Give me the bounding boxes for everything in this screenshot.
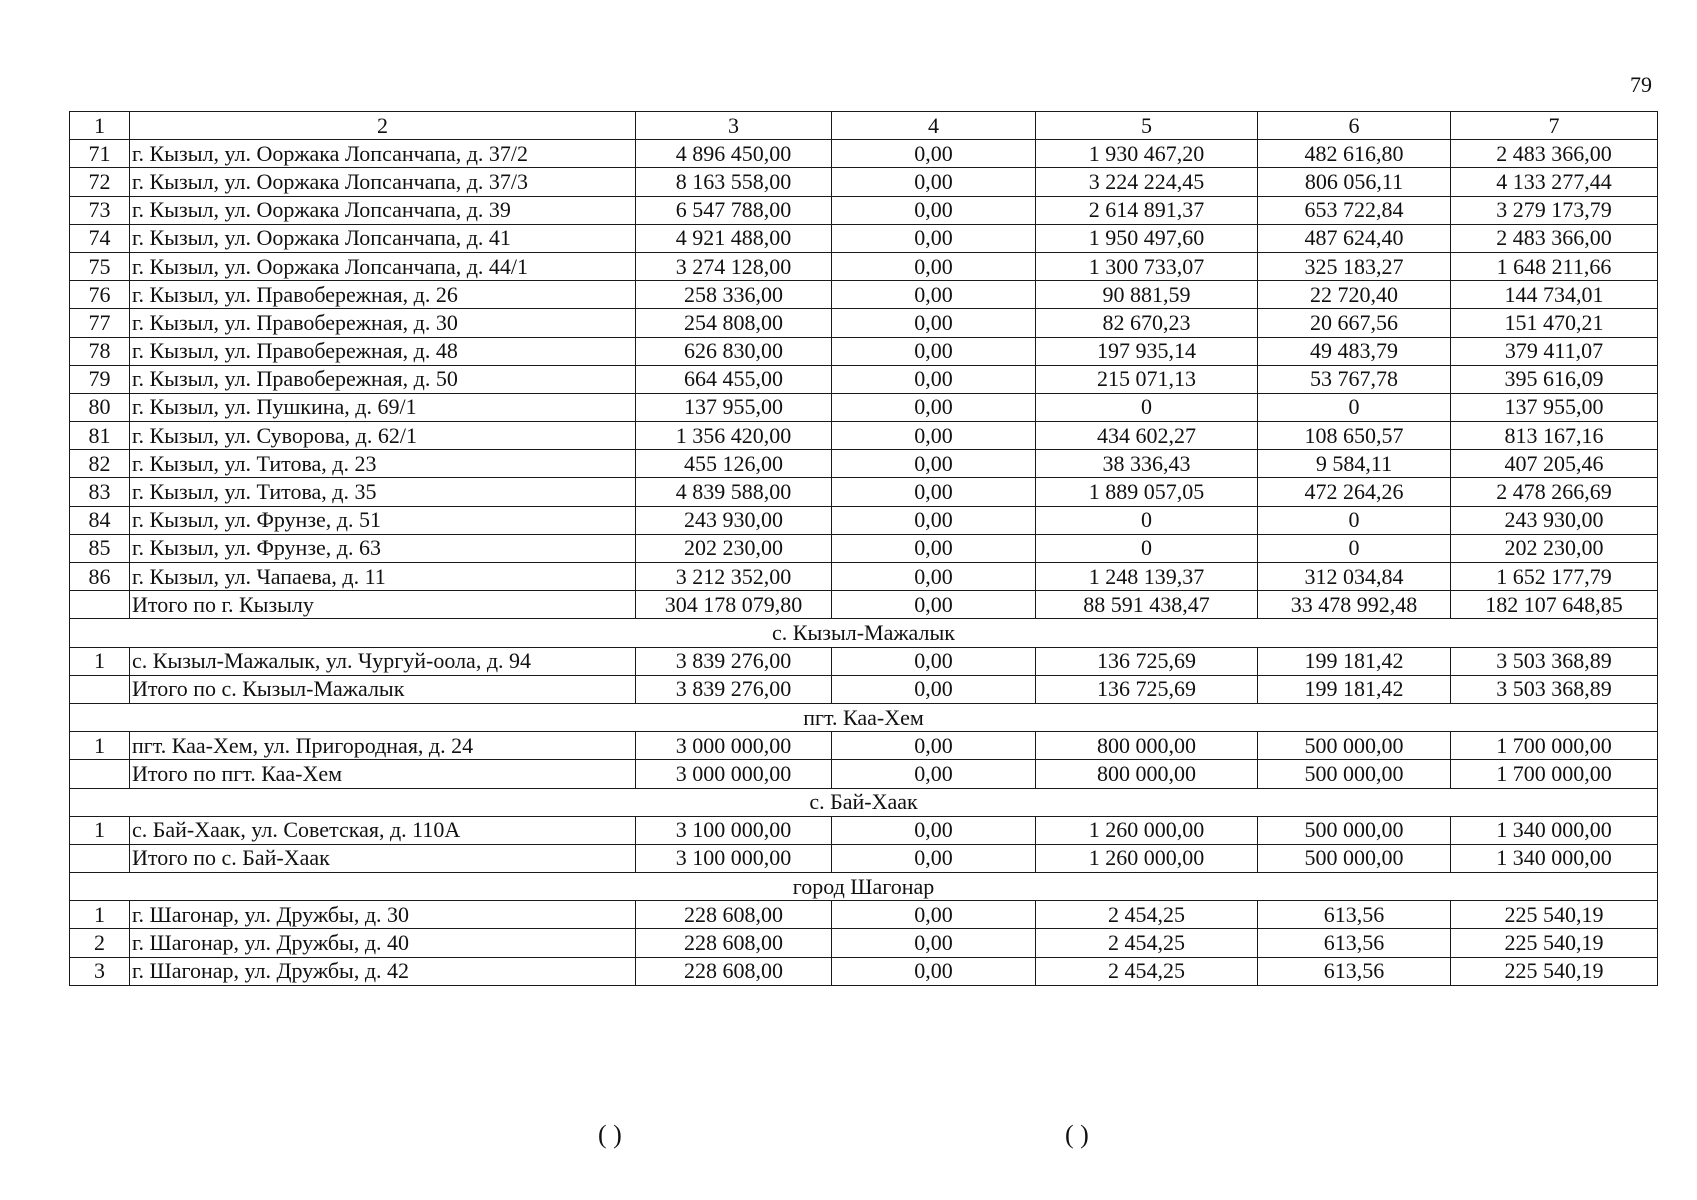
- col5-cell: 1 930 467,20: [1036, 140, 1258, 168]
- footer-mark-left: ( ): [598, 1120, 622, 1149]
- col3-cell: 8 163 558,00: [636, 168, 832, 196]
- col5-cell: 1 300 733,07: [1036, 252, 1258, 280]
- col6-cell: 49 483,79: [1258, 337, 1451, 365]
- row-number-cell: 74: [70, 224, 130, 252]
- table-row: [70, 252, 1658, 280]
- row-number-cell: 1: [70, 647, 130, 675]
- col3-cell: 243 930,00: [636, 506, 832, 534]
- col4-cell: 0,00: [832, 760, 1036, 788]
- address-cell: Итого по г. Кызылу: [130, 591, 636, 619]
- table-row: [70, 534, 1658, 562]
- col4-cell: 0,00: [832, 901, 1036, 929]
- row-number-cell: 2: [70, 929, 130, 957]
- col6-cell: 0: [1258, 393, 1451, 421]
- header-cell: 1: [70, 112, 130, 140]
- col5-cell: 90 881,59: [1036, 281, 1258, 309]
- col6-cell: 22 720,40: [1258, 281, 1451, 309]
- col6-cell: 613,56: [1258, 957, 1451, 985]
- total-row: [70, 591, 1658, 619]
- table-row: [70, 450, 1658, 478]
- col6-cell: 613,56: [1258, 901, 1451, 929]
- section-row: [70, 873, 1658, 901]
- col7-cell: 2 483 366,00: [1451, 140, 1658, 168]
- col4-cell: 0,00: [832, 816, 1036, 844]
- table-row: [70, 365, 1658, 393]
- col6-cell: 0: [1258, 534, 1451, 562]
- address-cell: г. Кызыл, ул. Правобережная, д. 48: [130, 337, 636, 365]
- col5-cell: 38 336,43: [1036, 450, 1258, 478]
- address-cell: г. Шагонар, ул. Дружбы, д. 30: [130, 901, 636, 929]
- table-row: [70, 168, 1658, 196]
- col7-cell: 813 167,16: [1451, 422, 1658, 450]
- section-title: с. Кызыл-Мажалык: [70, 619, 1658, 647]
- address-cell: г. Кызыл, ул. Суворова, д. 62/1: [130, 422, 636, 450]
- row-number-cell: [70, 675, 130, 703]
- col3-cell: 228 608,00: [636, 901, 832, 929]
- address-cell: г. Кызыл, ул. Ооржака Лопсанчапа, д. 39: [130, 196, 636, 224]
- col7-cell: 1 652 177,79: [1451, 563, 1658, 591]
- col4-cell: 0,00: [832, 422, 1036, 450]
- col3-cell: 6 547 788,00: [636, 196, 832, 224]
- row-number-cell: 1: [70, 816, 130, 844]
- data-table: [69, 111, 1658, 986]
- table-row: [70, 816, 1658, 844]
- col7-cell: 4 133 277,44: [1451, 168, 1658, 196]
- col3-cell: 4 896 450,00: [636, 140, 832, 168]
- col5-cell: 82 670,23: [1036, 309, 1258, 337]
- col7-cell: 202 230,00: [1451, 534, 1658, 562]
- address-cell: г. Кызыл, ул. Ооржака Лопсанчапа, д. 37/3: [130, 168, 636, 196]
- col5-cell: 0: [1036, 506, 1258, 534]
- address-cell: г. Кызыл, ул. Ооржака Лопсанчапа, д. 41: [130, 224, 636, 252]
- row-number-cell: 3: [70, 957, 130, 985]
- col3-cell: 258 336,00: [636, 281, 832, 309]
- col3-cell: 3 000 000,00: [636, 760, 832, 788]
- col6-cell: 472 264,26: [1258, 478, 1451, 506]
- col3-cell: 3 100 000,00: [636, 844, 832, 872]
- col6-cell: 325 183,27: [1258, 252, 1451, 280]
- col7-cell: 225 540,19: [1451, 901, 1658, 929]
- section-title: с. Бай-Хаак: [70, 788, 1658, 816]
- col4-cell: 0,00: [832, 957, 1036, 985]
- table-row: [70, 563, 1658, 591]
- col4-cell: 0,00: [832, 675, 1036, 703]
- address-cell: г. Кызыл, ул. Правобережная, д. 26: [130, 281, 636, 309]
- address-cell: г. Кызыл, ул. Титова, д. 35: [130, 478, 636, 506]
- col6-cell: 53 767,78: [1258, 365, 1451, 393]
- total-row: [70, 675, 1658, 703]
- col7-cell: 1 340 000,00: [1451, 816, 1658, 844]
- table-row: [70, 224, 1658, 252]
- row-number-cell: [70, 844, 130, 872]
- col6-cell: 9 584,11: [1258, 450, 1451, 478]
- col4-cell: 0,00: [832, 929, 1036, 957]
- col3-cell: 626 830,00: [636, 337, 832, 365]
- row-number-cell: [70, 591, 130, 619]
- col7-cell: 243 930,00: [1451, 506, 1658, 534]
- col7-cell: 1 700 000,00: [1451, 732, 1658, 760]
- address-cell: г. Кызыл, ул. Правобережная, д. 50: [130, 365, 636, 393]
- table-row: [70, 281, 1658, 309]
- col5-cell: 136 725,69: [1036, 647, 1258, 675]
- table-row: [70, 309, 1658, 337]
- row-number-cell: 85: [70, 534, 130, 562]
- header-row: [70, 112, 1658, 140]
- row-number-cell: 75: [70, 252, 130, 280]
- row-number-cell: 79: [70, 365, 130, 393]
- col3-cell: 4 839 588,00: [636, 478, 832, 506]
- col6-cell: 500 000,00: [1258, 816, 1451, 844]
- col5-cell: 2 454,25: [1036, 929, 1258, 957]
- footer-mark-right: ( ): [1065, 1120, 1089, 1149]
- col3-cell: 304 178 079,80: [636, 591, 832, 619]
- table-row: [70, 901, 1658, 929]
- total-row: [70, 844, 1658, 872]
- col5-cell: 800 000,00: [1036, 732, 1258, 760]
- row-number-cell: 80: [70, 393, 130, 421]
- col6-cell: 653 722,84: [1258, 196, 1451, 224]
- header-cell: 4: [832, 112, 1036, 140]
- col6-cell: 500 000,00: [1258, 844, 1451, 872]
- col3-cell: 664 455,00: [636, 365, 832, 393]
- col3-cell: 3 212 352,00: [636, 563, 832, 591]
- col3-cell: 1 356 420,00: [636, 422, 832, 450]
- col5-cell: 1 260 000,00: [1036, 844, 1258, 872]
- col3-cell: 228 608,00: [636, 929, 832, 957]
- col4-cell: 0,00: [832, 196, 1036, 224]
- col3-cell: 455 126,00: [636, 450, 832, 478]
- address-cell: Итого по пгт. Каа-Хем: [130, 760, 636, 788]
- col5-cell: 1 950 497,60: [1036, 224, 1258, 252]
- col4-cell: 0,00: [832, 844, 1036, 872]
- col4-cell: 0,00: [832, 647, 1036, 675]
- col7-cell: 3 503 368,89: [1451, 647, 1658, 675]
- address-cell: г. Кызыл, ул. Фрунзе, д. 51: [130, 506, 636, 534]
- col4-cell: 0,00: [832, 506, 1036, 534]
- total-row: [70, 760, 1658, 788]
- col3-cell: 3 100 000,00: [636, 816, 832, 844]
- col7-cell: 151 470,21: [1451, 309, 1658, 337]
- col4-cell: 0,00: [832, 563, 1036, 591]
- col6-cell: 613,56: [1258, 929, 1451, 957]
- col6-cell: 500 000,00: [1258, 732, 1451, 760]
- section-row: [70, 619, 1658, 647]
- table-row: [70, 140, 1658, 168]
- col7-cell: 225 540,19: [1451, 957, 1658, 985]
- header-cell: 5: [1036, 112, 1258, 140]
- header-cell: 2: [130, 112, 636, 140]
- col7-cell: 144 734,01: [1451, 281, 1658, 309]
- table-row: [70, 732, 1658, 760]
- col3-cell: 228 608,00: [636, 957, 832, 985]
- col6-cell: 0: [1258, 506, 1451, 534]
- col5-cell: 2 614 891,37: [1036, 196, 1258, 224]
- col7-cell: 395 616,09: [1451, 365, 1658, 393]
- col7-cell: 379 411,07: [1451, 337, 1658, 365]
- address-cell: г. Кызыл, ул. Чапаева, д. 11: [130, 563, 636, 591]
- col3-cell: 3 839 276,00: [636, 675, 832, 703]
- address-cell: г. Кызыл, ул. Правобережная, д. 30: [130, 309, 636, 337]
- col7-cell: 182 107 648,85: [1451, 591, 1658, 619]
- table-row: [70, 647, 1658, 675]
- col5-cell: 136 725,69: [1036, 675, 1258, 703]
- col6-cell: 199 181,42: [1258, 647, 1451, 675]
- col4-cell: 0,00: [832, 478, 1036, 506]
- address-cell: г. Шагонар, ул. Дружбы, д. 40: [130, 929, 636, 957]
- row-number-cell: 84: [70, 506, 130, 534]
- col6-cell: 806 056,11: [1258, 168, 1451, 196]
- address-cell: пгт. Каа-Хем, ул. Пригородная, д. 24: [130, 732, 636, 760]
- col6-cell: 199 181,42: [1258, 675, 1451, 703]
- row-number-cell: 73: [70, 196, 130, 224]
- col5-cell: 215 071,13: [1036, 365, 1258, 393]
- row-number-cell: 86: [70, 563, 130, 591]
- col6-cell: 312 034,84: [1258, 563, 1451, 591]
- address-cell: Итого по с. Кызыл-Мажалык: [130, 675, 636, 703]
- row-number-cell: 83: [70, 478, 130, 506]
- col3-cell: 3 839 276,00: [636, 647, 832, 675]
- col4-cell: 0,00: [832, 534, 1036, 562]
- col5-cell: 197 935,14: [1036, 337, 1258, 365]
- address-cell: г. Шагонар, ул. Дружбы, д. 42: [130, 957, 636, 985]
- col4-cell: 0,00: [832, 365, 1036, 393]
- header-cell: 7: [1451, 112, 1658, 140]
- address-cell: Итого по с. Бай-Хаак: [130, 844, 636, 872]
- col7-cell: 1 700 000,00: [1451, 760, 1658, 788]
- col5-cell: 2 454,25: [1036, 957, 1258, 985]
- table-row: [70, 337, 1658, 365]
- col3-cell: 3 000 000,00: [636, 732, 832, 760]
- table-row: [70, 506, 1658, 534]
- col6-cell: 108 650,57: [1258, 422, 1451, 450]
- row-number-cell: 78: [70, 337, 130, 365]
- row-number-cell: [70, 760, 130, 788]
- address-cell: с. Кызыл-Мажалык, ул. Чургуй-оола, д. 94: [130, 647, 636, 675]
- section-row: [70, 788, 1658, 816]
- table-row: [70, 929, 1658, 957]
- section-title: город Шагонар: [70, 873, 1658, 901]
- col6-cell: 20 667,56: [1258, 309, 1451, 337]
- page-number: 79: [1630, 72, 1652, 97]
- header-cell: 3: [636, 112, 832, 140]
- col5-cell: 1 889 057,05: [1036, 478, 1258, 506]
- col7-cell: 2 483 366,00: [1451, 224, 1658, 252]
- col3-cell: 4 921 488,00: [636, 224, 832, 252]
- col5-cell: 434 602,27: [1036, 422, 1258, 450]
- row-number-cell: 76: [70, 281, 130, 309]
- col6-cell: 487 624,40: [1258, 224, 1451, 252]
- col7-cell: 137 955,00: [1451, 393, 1658, 421]
- row-number-cell: 81: [70, 422, 130, 450]
- col7-cell: 2 478 266,69: [1451, 478, 1658, 506]
- row-number-cell: 71: [70, 140, 130, 168]
- col6-cell: 482 616,80: [1258, 140, 1451, 168]
- col5-cell: 88 591 438,47: [1036, 591, 1258, 619]
- col7-cell: 1 648 211,66: [1451, 252, 1658, 280]
- table-row: [70, 196, 1658, 224]
- col7-cell: 225 540,19: [1451, 929, 1658, 957]
- col4-cell: 0,00: [832, 168, 1036, 196]
- col5-cell: 0: [1036, 534, 1258, 562]
- row-number-cell: 77: [70, 309, 130, 337]
- col5-cell: 800 000,00: [1036, 760, 1258, 788]
- col4-cell: 0,00: [832, 224, 1036, 252]
- col3-cell: 202 230,00: [636, 534, 832, 562]
- address-cell: с. Бай-Хаак, ул. Советская, д. 110А: [130, 816, 636, 844]
- col4-cell: 0,00: [832, 393, 1036, 421]
- col7-cell: 3 279 173,79: [1451, 196, 1658, 224]
- col4-cell: 0,00: [832, 309, 1036, 337]
- col7-cell: 1 340 000,00: [1451, 844, 1658, 872]
- col5-cell: 3 224 224,45: [1036, 168, 1258, 196]
- address-cell: г. Кызыл, ул. Ооржака Лопсанчапа, д. 44/1: [130, 252, 636, 280]
- address-cell: г. Кызыл, ул. Пушкина, д. 69/1: [130, 393, 636, 421]
- row-number-cell: 1: [70, 901, 130, 929]
- col4-cell: 0,00: [832, 591, 1036, 619]
- col4-cell: 0,00: [832, 337, 1036, 365]
- row-number-cell: 72: [70, 168, 130, 196]
- address-cell: г. Кызыл, ул. Ооржака Лопсанчапа, д. 37/2: [130, 140, 636, 168]
- col7-cell: 407 205,46: [1451, 450, 1658, 478]
- col4-cell: 0,00: [832, 252, 1036, 280]
- section-row: [70, 703, 1658, 731]
- col6-cell: 33 478 992,48: [1258, 591, 1451, 619]
- col4-cell: 0,00: [832, 732, 1036, 760]
- address-cell: г. Кызыл, ул. Титова, д. 23: [130, 450, 636, 478]
- col4-cell: 0,00: [832, 140, 1036, 168]
- col3-cell: 254 808,00: [636, 309, 832, 337]
- table-row: [70, 422, 1658, 450]
- col4-cell: 0,00: [832, 450, 1036, 478]
- col5-cell: 0: [1036, 393, 1258, 421]
- table-row: [70, 478, 1658, 506]
- address-cell: г. Кызыл, ул. Фрунзе, д. 63: [130, 534, 636, 562]
- header-cell: 6: [1258, 112, 1451, 140]
- row-number-cell: 1: [70, 732, 130, 760]
- row-number-cell: 82: [70, 450, 130, 478]
- table-row: [70, 957, 1658, 985]
- col4-cell: 0,00: [832, 281, 1036, 309]
- col5-cell: 1 248 139,37: [1036, 563, 1258, 591]
- col5-cell: 2 454,25: [1036, 901, 1258, 929]
- table-row: [70, 393, 1658, 421]
- col6-cell: 500 000,00: [1258, 760, 1451, 788]
- col3-cell: 3 274 128,00: [636, 252, 832, 280]
- col5-cell: 1 260 000,00: [1036, 816, 1258, 844]
- col3-cell: 137 955,00: [636, 393, 832, 421]
- section-title: пгт. Каа-Хем: [70, 703, 1658, 731]
- col7-cell: 3 503 368,89: [1451, 675, 1658, 703]
